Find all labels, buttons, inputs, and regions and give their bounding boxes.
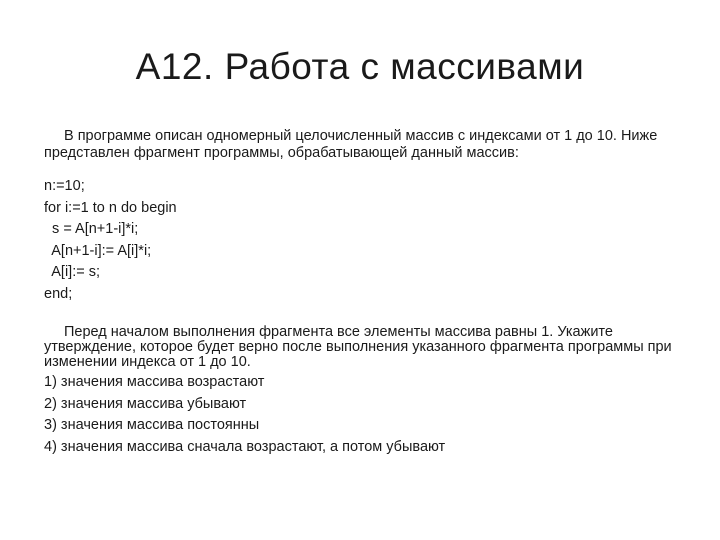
code-line: end; xyxy=(44,285,73,302)
slide-title: А12. Работа с массивами xyxy=(135,46,585,87)
intro-paragraph: В программе описан одномерный целочисленный массив с индексами от 1 до 10. Ниже представлен фрагмент программы, обрабатывающей данный массив: xyxy=(44,128,658,161)
answer-option-2: 2) значения массива убывают xyxy=(44,395,247,412)
code-line: A[i]:= s; xyxy=(44,264,101,280)
answer-option-4: 4) значения массива сначала возрастают, а потом убывают xyxy=(44,438,446,455)
code-line: A[n+1-i]:= A[i]*i; xyxy=(44,242,152,259)
question-text: Перед началом выполнения фрагмента все элементы массива равны 1. Укажите утверждение, которое будет верно после выполнения указанного фрагмента программы при изменении индекса от 1 до 10. xyxy=(44,324,672,370)
answer-option-1: 1) значения массива возрастают xyxy=(44,374,265,390)
answer-option-3: 3) значения массива постоянны xyxy=(44,417,260,433)
slide-body xyxy=(44,128,694,458)
code-line: for i:=1 to n do begin xyxy=(44,199,177,216)
code-line: n:=10; xyxy=(44,178,85,194)
question-block xyxy=(44,325,694,458)
code-line: s = A[n+1-i]*i; xyxy=(44,221,139,237)
code-block xyxy=(44,176,694,305)
